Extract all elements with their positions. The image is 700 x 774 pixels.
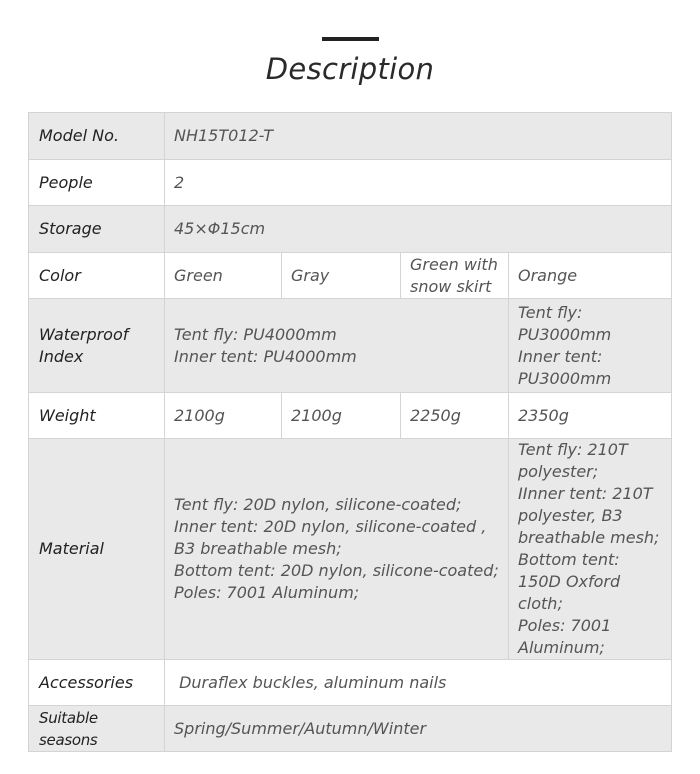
- row-label-material: Material: [29, 439, 165, 660]
- material-value-orange: Tent fly: 210T polyester; IInner tent: 210T polyester, B3 breathable mesh; Bottom tent: 150D Oxford cloth; Poles: 7001 Aluminum;: [509, 439, 672, 660]
- title-underline-bar: [322, 37, 379, 41]
- row-label-people: People: [29, 160, 165, 206]
- color-value-1: Green: [165, 253, 282, 299]
- table-row-model: [29, 113, 672, 160]
- color-value-2: Gray: [282, 253, 401, 299]
- row-label-storage: Storage: [29, 206, 165, 253]
- row-label-model: Model No.: [29, 113, 165, 160]
- row-value-storage: 45×Φ15cm: [165, 206, 672, 253]
- page-title: Description: [265, 52, 435, 86]
- weight-value-1: 2100g: [165, 393, 282, 439]
- table-row-accessories: [29, 660, 672, 706]
- row-value-model: NH15T012-T: [165, 113, 672, 160]
- spec-table: [28, 112, 672, 752]
- row-label-waterproof: Waterproof Index: [29, 299, 165, 393]
- table-row-seasons: [29, 706, 672, 752]
- table-row-waterproof: [29, 299, 672, 393]
- table-row-material: [29, 439, 672, 660]
- row-value-accessories: Duraflex buckles, aluminum nails: [165, 660, 672, 706]
- color-value-3: Green with snow skirt: [401, 253, 509, 299]
- waterproof-value-orange: Tent fly: PU3000mm Inner tent: PU3000mm: [509, 299, 672, 393]
- table-row-storage: [29, 206, 672, 253]
- row-label-weight: Weight: [29, 393, 165, 439]
- row-label-accessories: Accessories: [29, 660, 165, 706]
- weight-value-4: 2350g: [509, 393, 672, 439]
- color-value-4: Orange: [509, 253, 672, 299]
- table-row-weight: [29, 393, 672, 439]
- row-value-people: 2: [165, 160, 672, 206]
- waterproof-value-standard: Tent fly: PU4000mm Inner tent: PU4000mm: [165, 299, 509, 393]
- weight-value-2: 2100g: [282, 393, 401, 439]
- row-value-seasons: Spring/Summer/Autumn/Winter: [165, 706, 672, 752]
- table-row-people: [29, 160, 672, 206]
- material-value-standard: Tent fly: 20D nylon, silicone-coated; Inner tent: 20D nylon, silicone-coated , B3 breathable mesh; Bottom tent: 20D nylon, silicone-coated; Poles: 7001 Aluminum;: [165, 439, 509, 660]
- row-label-color: Color: [29, 253, 165, 299]
- weight-value-3: 2250g: [401, 393, 509, 439]
- row-label-seasons: Suitable seasons: [29, 706, 165, 752]
- table-row-color: [29, 253, 672, 299]
